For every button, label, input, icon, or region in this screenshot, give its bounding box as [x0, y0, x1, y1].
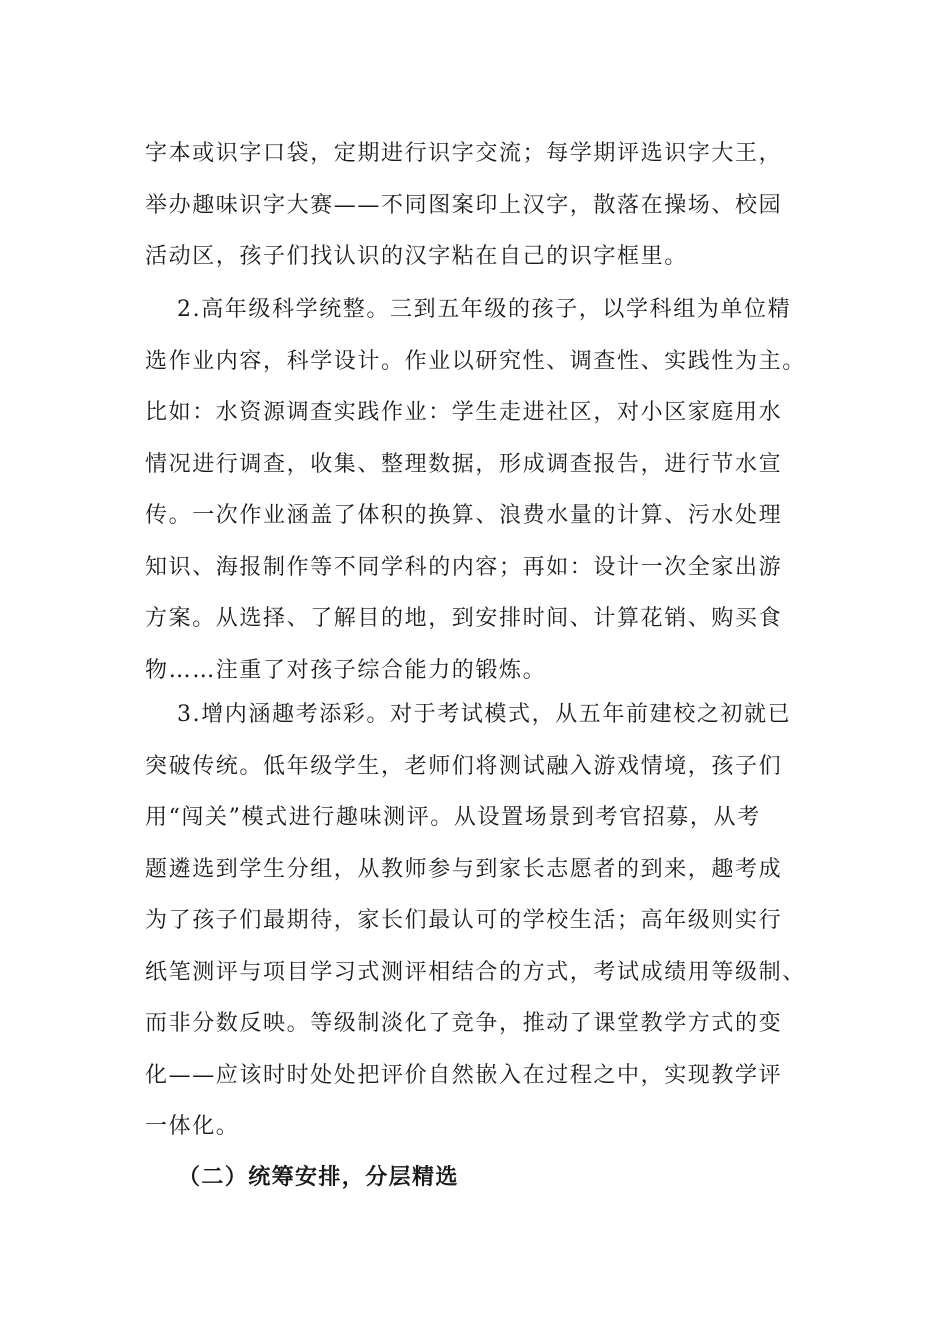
text-line: 3.增内涵趣考添彩。对于考试模式，从五年前建校之初就已: [177, 702, 792, 727]
text-line: 举办趣味识字大赛——不同图案印上汉字，散落在操场、校园: [145, 192, 783, 218]
text-line: 情况进行调查，收集、整理数据，形成调查报告，进行节水宣: [145, 451, 783, 477]
text-line: 为了孩子们最期待，家长们最认可的学校生活；高年级则实行: [145, 908, 783, 933]
text-line: 方案。从选择、了解目的地，到安排时间、计算花销、购买食: [145, 606, 783, 631]
text-line: 活动区，孩子们找认识的汉字粘在自己的识字框里。: [145, 244, 688, 269]
text-line: 一体化。: [145, 1114, 240, 1139]
text-line: 比如：水资源调查实践作业：学生走进社区，对小区家庭用水: [145, 400, 783, 425]
text-line: 突破传统。低年级学生，老师们将测试融入游戏情境，孩子们: [145, 753, 783, 779]
text-line: 物……注重了对孩子综合能力的锻炼。: [145, 657, 547, 683]
paragraph-senior-grade-integration: [145, 284, 815, 696]
text-line: 2.高年级科学统整。三到五年级的孩子，以学科组为单位精: [177, 297, 792, 322]
text-line: 纸笔测评与项目学习式测评相结合的方式，考试成绩用等级制、: [145, 959, 806, 985]
text-line: 化——应该时时处处把评价自然嵌入在过程之中，实现教学评: [145, 1062, 783, 1088]
text-line: 字本或识字口袋，定期进行识字交流；每学期评选识字大王，: [145, 141, 783, 166]
paragraph-fun-exams: [145, 689, 815, 1153]
text-line: 用“闯关”模式进行趣味测评。从设置场景到考官招募，从考: [145, 805, 761, 830]
text-line: 选作业内容，科学设计。作业以研究性、调查性、实践性为主。: [145, 348, 806, 374]
text-line: 传。一次作业涵盖了体积的换算、浪费水量的计算、污水处理: [145, 503, 783, 528]
paragraph-literacy-continued: [145, 128, 815, 283]
section-heading: （二）统筹安排，分层精选: [178, 1164, 459, 1190]
text-line: 知识、海报制作等不同学科的内容；再如：设计一次全家出游: [145, 554, 783, 580]
text-line: 而非分数反映。等级制淡化了竞争，推动了课堂教学方式的变: [145, 1011, 783, 1036]
text-line: 题遴选到学生分组，从教师参与到家长志愿者的到来，趣考成: [145, 856, 783, 882]
